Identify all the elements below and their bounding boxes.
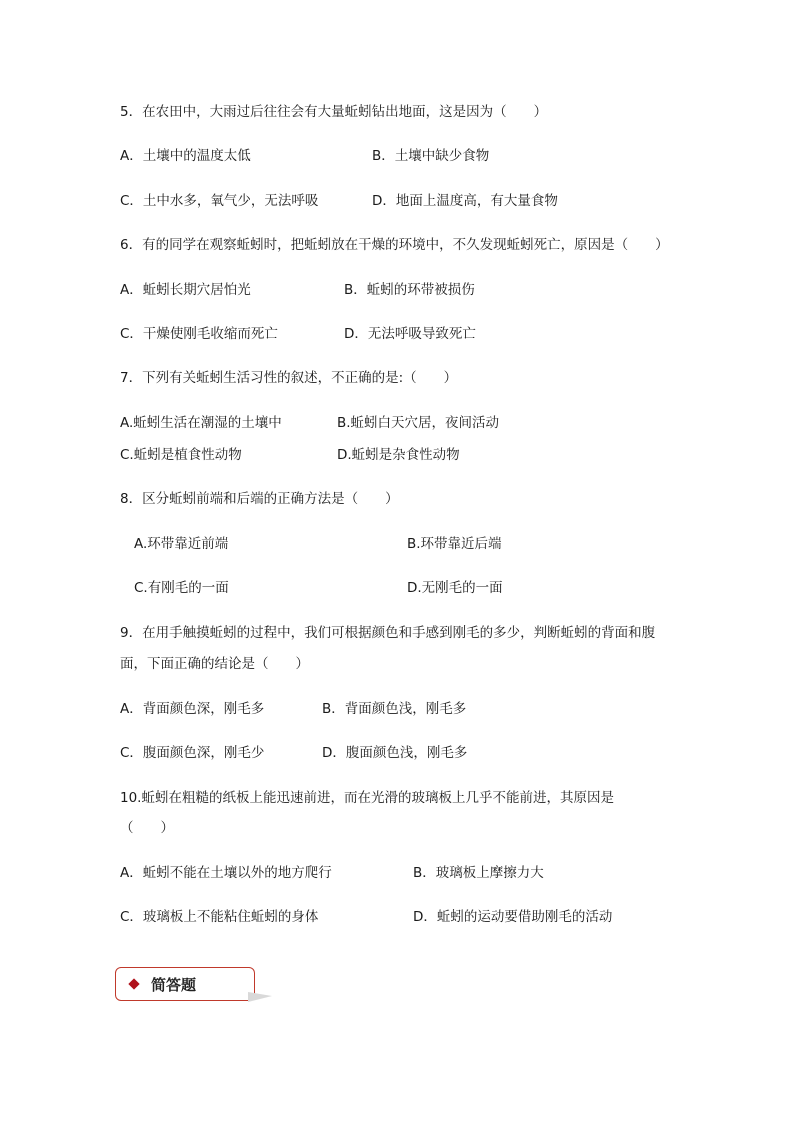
question-5-option-d: D．地面上温度高，有大量食物 <box>372 193 558 209</box>
question-5-option-c: C．土中水多，氧气少，无法呼吸 <box>120 193 319 209</box>
question-9-option-a: A．背面颜色深，刚毛多 <box>120 701 265 717</box>
question-8-option-d: D.无刚毛的一面 <box>407 580 503 596</box>
question-7-stem: 7．下列有关蚯蚓生活习性的叙述，不正确的是:（ ） <box>120 370 458 386</box>
question-8-option-b: B.环带靠近后端 <box>407 536 502 552</box>
question-9-stem: 9．在用手触摸蚯蚓的过程中，我们可根据颜色和手感到刚毛的多少，判断蚯蚓的背面和腹 <box>120 625 656 641</box>
question-7-option-b: B.蚯蚓白天穴居，夜间活动 <box>337 415 500 431</box>
question-9-option-c: C．腹面颜色深，刚毛少 <box>120 745 265 761</box>
question-6-option-c: C．干燥使刚毛收缩而死亡 <box>120 326 278 342</box>
question-9-option-d: D．腹面颜色浅，刚毛多 <box>322 745 468 761</box>
question-6-option-a: A．蚯蚓长期穴居怕光 <box>120 282 251 298</box>
question-6-option-d: D．无法呼吸导致死亡 <box>344 326 476 342</box>
question-6-option-b: B．蚯蚓的环带被损伤 <box>344 282 475 298</box>
question-10-option-c: C．玻璃板上不能粘住蚯蚓的身体 <box>120 909 319 925</box>
question-5-option-a: A．土壤中的温度太低 <box>120 148 251 164</box>
section-header-tail <box>248 992 272 1002</box>
question-5-option-b: B．土壤中缺少食物 <box>372 148 490 164</box>
question-7-option-d: D.蚯蚓是杂食性动物 <box>337 447 460 463</box>
question-10-option-a: A．蚯蚓不能在土壤以外的地方爬行 <box>120 865 332 881</box>
question-8-option-c: C.有刚毛的一面 <box>134 580 229 596</box>
question-8-option-a: A.环带靠近前端 <box>134 536 229 552</box>
question-5-stem: 5．在农田中，大雨过后往往会有大量蚯蚓钻出地面，这是因为（ ） <box>120 104 548 120</box>
question-10-option-b: B．玻璃板上摩擦力大 <box>413 865 544 881</box>
question-9-stem-continued: 面，下面正确的结论是（ ） <box>120 656 309 672</box>
question-10-option-d: D．蚯蚓的运动要借助刚毛的活动 <box>413 909 613 925</box>
question-10-stem: 10.蚯蚓在粗糙的纸板上能迅速前进，而在光滑的玻璃板上几乎不能前进，其原因是 <box>120 790 614 806</box>
question-8-stem: 8．区分蚯蚓前端和后端的正确方法是（ ） <box>120 491 399 507</box>
question-7-option-c: C.蚯蚓是植食性动物 <box>120 447 242 463</box>
question-6-stem: 6．有的同学在观察蚯蚓时，把蚯蚓放在干燥的环境中，不久发现蚯蚓死亡，原因是（ ） <box>120 237 669 253</box>
question-10-stem-continued: （ ） <box>120 820 174 836</box>
question-9-option-b: B．背面颜色浅，刚毛多 <box>322 701 467 717</box>
question-7-option-a: A.蚯蚓生活在潮湿的土壤中 <box>120 415 282 431</box>
section-title: 简答题 <box>151 976 197 994</box>
